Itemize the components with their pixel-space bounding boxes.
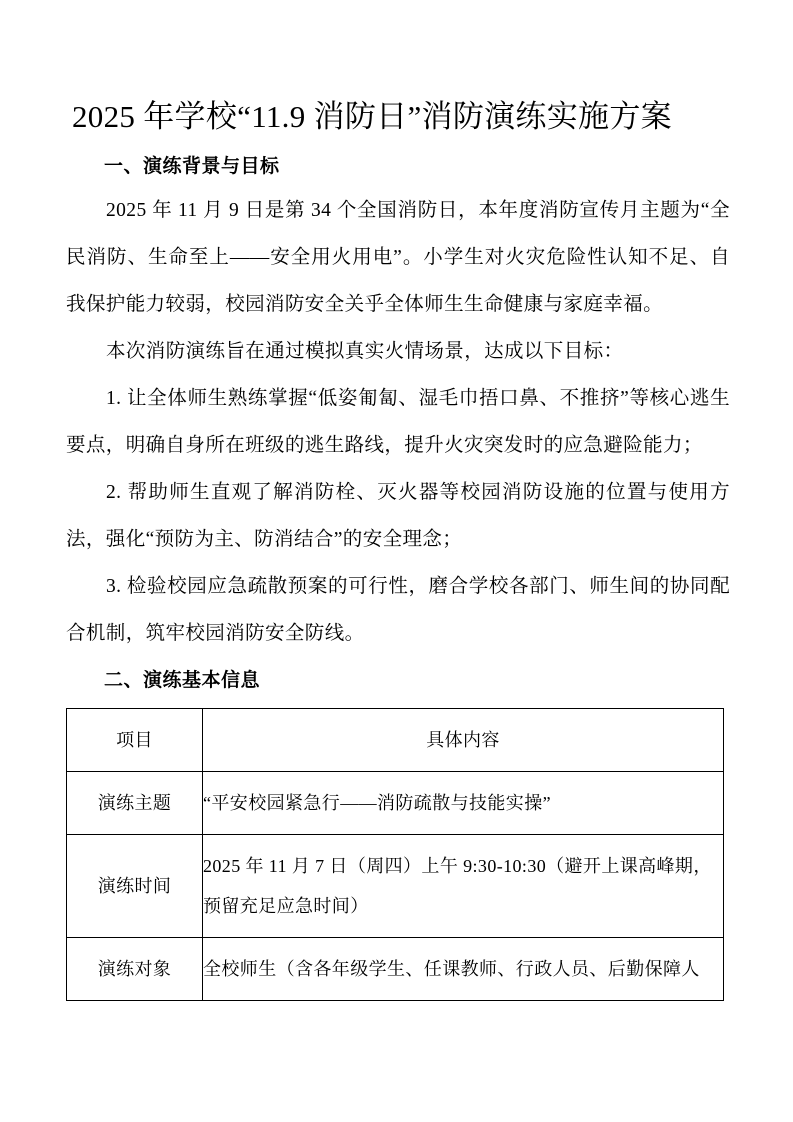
table-header-row — [67, 709, 724, 772]
table-row — [67, 772, 724, 835]
paragraph-goals-intro: 本次消防演练旨在通过模拟真实火情场景，达成以下目标： — [106, 341, 624, 362]
row-label-time: 演练时间 — [67, 835, 203, 938]
table-body — [67, 709, 724, 1001]
table-row — [67, 835, 724, 938]
drill-basic-info-table — [66, 708, 724, 1001]
page-title: 2025 年学校“11.9 消防日”消防演练实施方案 — [72, 99, 672, 134]
row-value-theme: “平安校园紧急行——消防疏散与技能实操” — [203, 772, 724, 835]
table-header-item: 项目 — [67, 709, 203, 772]
row-label-theme: 演练主题 — [67, 772, 203, 835]
paragraph-goal-1: 1. 让全体师生熟练掌握“低姿匍匐、湿毛巾捂口鼻、不推挤”等核心逃生要点，明确自身所在班级的逃生路线，提升火灾突发时的应急避险能力； — [66, 388, 730, 456]
table-header-content: 具体内容 — [203, 709, 724, 772]
paragraph-goal-2: 2. 帮助师生直观了解消防栓、灭火器等校园消防设施的位置与使用方法，强化“预防为主、防消结合”的安全理念； — [66, 482, 730, 550]
paragraph-background: 2025 年 11 月 9 日是第 34 个全国消防日，本年度消防宣传月主题为“全民消防、生命至上——安全用火用电”。小学生对火灾危险性认知不足、自我保护能力较弱，校园消防安全关乎全体师生生命健康与家庭幸福。 — [66, 200, 730, 315]
table-row — [67, 938, 724, 1001]
section-heading-background-and-goals: 一、演练背景与目标 — [104, 156, 280, 177]
section-heading-basic-info: 二、演练基本信息 — [104, 670, 261, 691]
paragraph-goal-3: 3. 检验校园应急疏散预案的可行性，磨合学校各部门、师生间的协同配合机制，筑牢校园消防安全防线。 — [66, 576, 730, 644]
row-label-target: 演练对象 — [67, 938, 203, 1001]
row-value-target: 全校师生（含各年级学生、任课教师、行政人员、后勤保障人 — [203, 938, 724, 1001]
row-value-time: 2025 年 11 月 7 日（周四）上午 9:30-10:30（避开上课高峰期，预留充足应急时间） — [203, 835, 724, 938]
